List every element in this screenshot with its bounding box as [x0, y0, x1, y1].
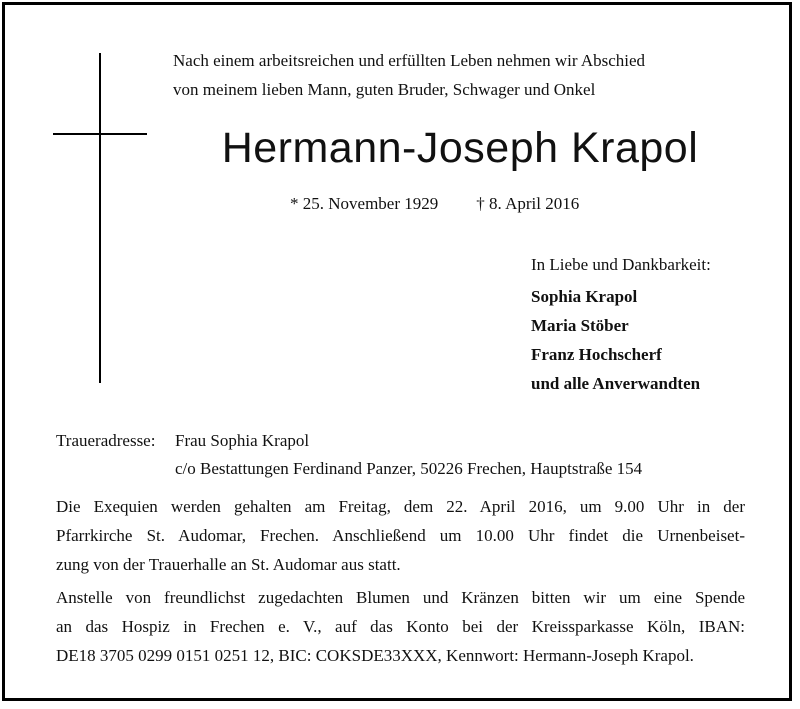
mourner-name: Maria Stöber	[531, 316, 629, 335]
service-line: zung von der Trauerhalle an St. Audomar aus statt.	[56, 555, 401, 574]
mourner-name: Franz Hochscherf	[531, 345, 662, 364]
cross-vertical-bar	[99, 53, 101, 383]
donation-line: Anstelle von freundlichst zugedachten Blumen und Kränzen bitten wir um eine Spende	[56, 588, 745, 607]
mourner-name: und alle Anverwandten	[531, 374, 701, 393]
address-line-2: c/o Bestattungen Ferdinand Panzer, 50226 Frechen, Hauptstraße 154	[175, 459, 643, 478]
mourners-block	[531, 250, 711, 398]
mourners-heading: In Liebe und Dankbarkeit:	[531, 255, 711, 274]
service-line: Die Exequien werden gehalten am Freitag, dem 22. April 2016, um 9.00 Uhr in der	[56, 497, 745, 516]
donation-paragraph	[56, 583, 745, 670]
death-date: † 8. April 2016	[476, 194, 580, 213]
mourner-name: Sophia Krapol	[531, 287, 638, 306]
donation-line: an das Hospiz in Frechen e. V., auf das Konto bei der Kreissparkasse Köln, IBAN:	[56, 617, 745, 636]
service-paragraph	[56, 492, 745, 579]
service-line: Pfarrkirche St. Audomar, Frechen. Anschließend um 10.00 Uhr findet die Urnenbeiset-	[56, 526, 745, 545]
intro-text	[173, 46, 745, 104]
intro-line-1: Nach einem arbeitsreichen und erfüllten Leben nehmen wir Abschied	[173, 51, 646, 70]
life-dates	[290, 191, 579, 217]
birth-date: * 25. November 1929	[290, 194, 439, 213]
cross-horizontal-bar	[53, 133, 147, 135]
address-line-1: Frau Sophia Krapol	[175, 431, 310, 450]
address-label: Traueradresse:	[56, 431, 156, 450]
deceased-name: Hermann-Joseph Krapol	[221, 124, 699, 172]
donation-line: DE18 3705 0299 0151 0251 12, BIC: COKSDE33XXX, Kennwort: Hermann-Joseph Krapol.	[56, 646, 694, 665]
intro-line-2: von meinem lieben Mann, guten Bruder, Schwager und Onkel	[173, 80, 596, 99]
